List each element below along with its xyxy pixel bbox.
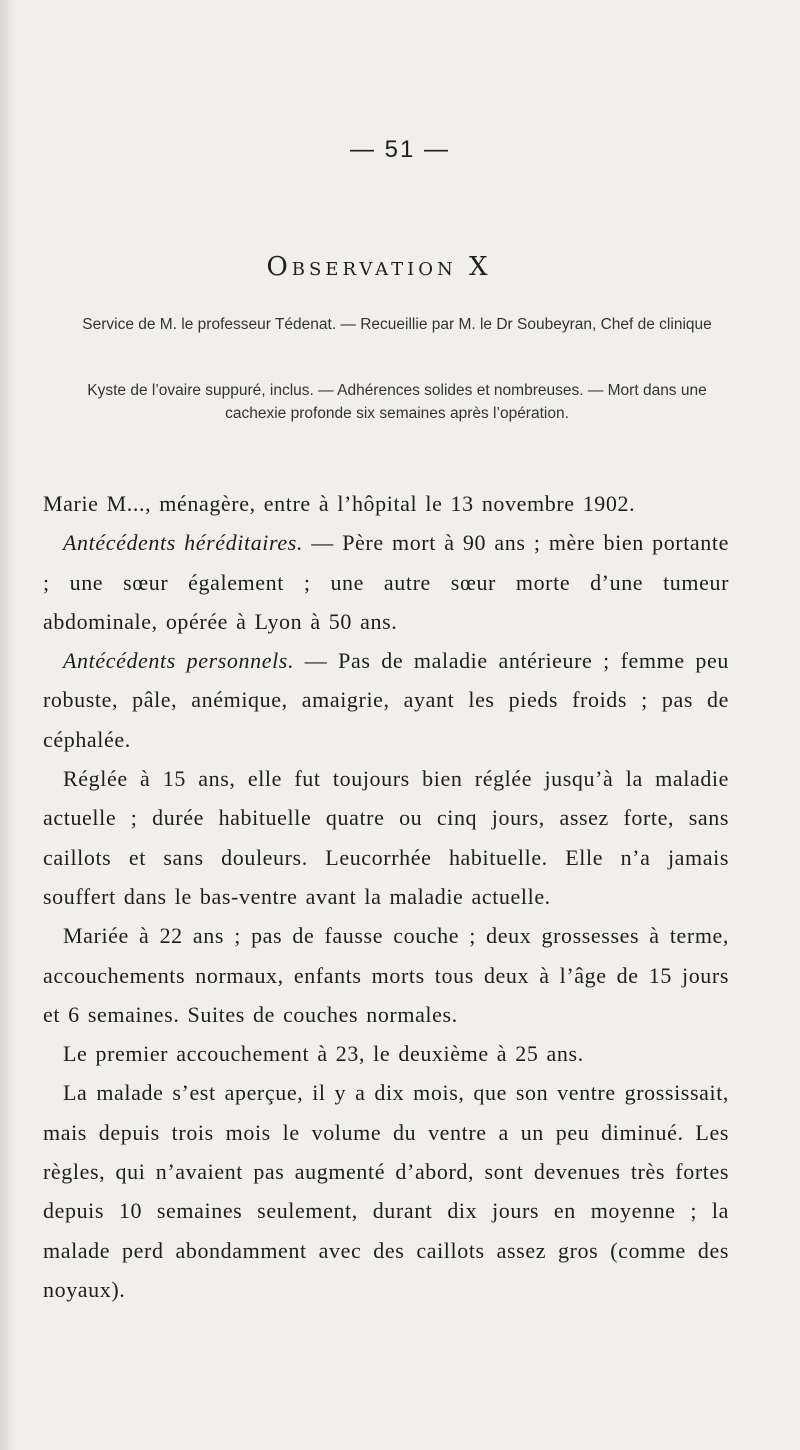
paragraph-text: Le premier accouchement à 23, le deuxième à 25 ans. <box>63 1041 584 1067</box>
observation-heading: Observation X <box>266 252 492 282</box>
paragraph-label: Antécédents personnels. <box>63 648 295 674</box>
paragraph <box>43 916 729 1034</box>
page-edge <box>0 0 14 1450</box>
summary-note: Kyste de l’ovaire suppuré, inclus. — Adhérences solides et nombreuses. — Mort dans une cachexie profonde six semaines après l’opération. <box>87 382 707 422</box>
paragraph <box>43 484 729 523</box>
observation-body <box>43 484 729 1309</box>
paragraph-text: La malade s’est aperçue, il y a dix mois, que son ventre grossissait, mais depuis trois mois le volume du ventre a un peu diminué. Les règles, qui n’avaient pas augmenté d’abord, sont devenues très fortes depuis 10 semaines seulement, durant dix jours en moyenne ; la malade perd abondamment avec des caillots assez gros (comme des noyaux). <box>43 1080 729 1302</box>
paragraph-label: Antécédents héréditaires. <box>63 530 303 556</box>
paragraph-text: — Père mort à 90 ans ; mère bien portante ; une sœur également ; une autre sœur morte d’une tumeur abdominale, opérée à Lyon à 50 ans. <box>43 530 729 634</box>
paragraph <box>43 1073 729 1309</box>
paragraph <box>43 1034 729 1073</box>
paragraph-text: Réglée à 15 ans, elle fut toujours bien réglée jusqu’à la maladie actuelle ; durée habituelle quatre ou cinq jours, assez forte, sans caillots et sans douleurs. Leucorrhée habituelle. Elle n’a jamais souffert dans le bas-ventre avant la maladie actuelle. <box>43 766 729 909</box>
paragraph <box>43 759 729 916</box>
paragraph <box>43 641 729 759</box>
paragraph-text: Mariée à 22 ans ; pas de fausse couche ; deux grossesses à terme, accouchements normaux, enfants morts tous deux à l’âge de 15 jours et 6 semaines. Suites de couches normales. <box>43 923 729 1027</box>
paragraph-text: — Pas de maladie antérieure ; femme peu robuste, pâle, anémique, amaigrie, ayant les pieds froids ; pas de céphalée. <box>43 648 729 752</box>
paragraph <box>43 523 729 641</box>
paragraph-text: Marie M..., ménagère, entre à l’hôpital le 13 novembre 1902. <box>43 491 636 516</box>
service-note: Service de M. le professeur Tédenat. — Recueillie par M. le Dr Soubeyran, Chef de clinique <box>82 316 712 333</box>
page-number: — 51 — <box>349 136 451 163</box>
